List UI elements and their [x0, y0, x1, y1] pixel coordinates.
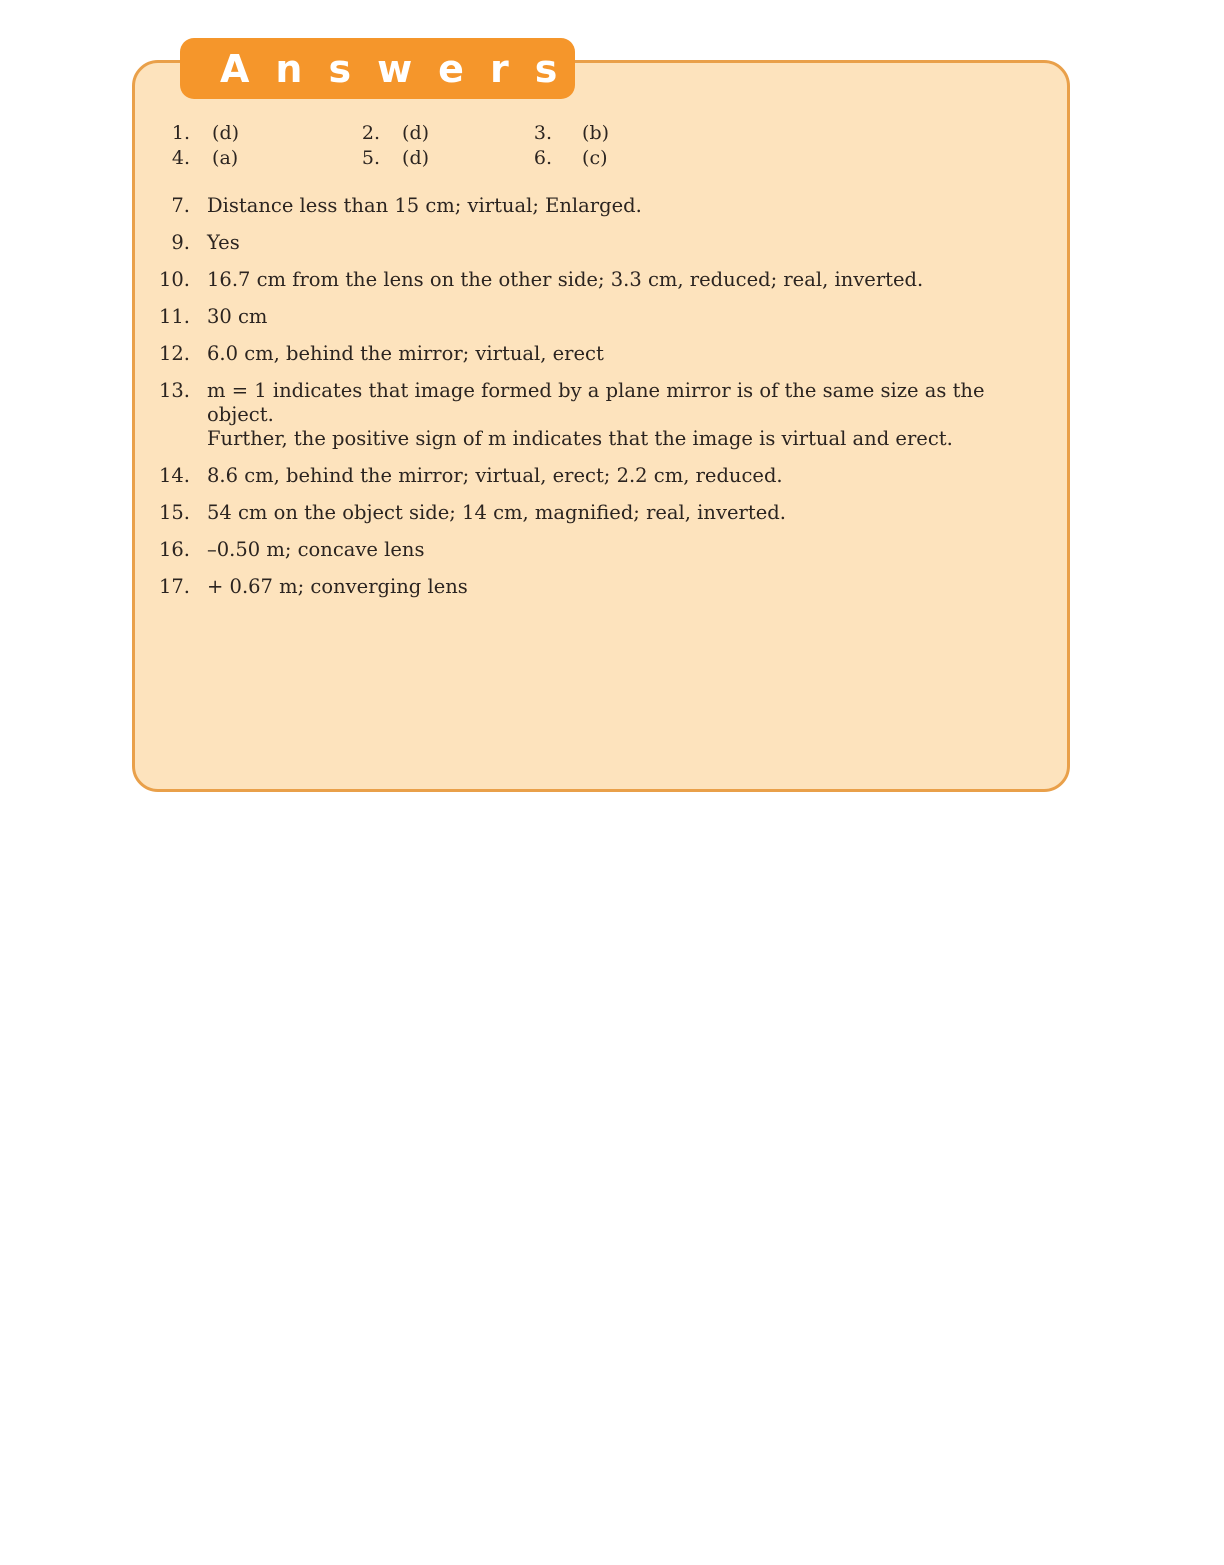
- mcq-item: [150, 147, 238, 169]
- answer-text: [190, 379, 1055, 451]
- answer-number: 14.: [158, 464, 190, 487]
- answer-text: [190, 342, 1055, 366]
- answer-text: [190, 268, 1055, 292]
- mcq-answer: (d): [212, 122, 240, 144]
- mcq-answer: (a): [212, 147, 239, 169]
- answer-number: 7.: [171, 194, 190, 217]
- answer-line: 8.6 cm, behind the mirror; virtual, erect; 2.2 cm, reduced.: [207, 464, 783, 487]
- answer-line: + 0.67 m; converging lens: [207, 575, 468, 598]
- answer-item: [150, 501, 1055, 525]
- answer-item: [150, 575, 1055, 599]
- answer-text: [190, 575, 1055, 599]
- answer-list: [150, 194, 1055, 612]
- answer-number: 16.: [158, 538, 190, 561]
- mcq-number: 6.: [533, 147, 552, 169]
- answer-number: 13.: [158, 379, 190, 402]
- answer-number: 12.: [158, 342, 190, 365]
- mcq-answer: (b): [582, 122, 610, 144]
- mcq-answer: (d): [402, 147, 430, 169]
- answer-line: 16.7 cm from the lens on the other side; 3.3 cm, reduced; real, inverted.: [207, 268, 924, 291]
- mcq-item: [150, 122, 239, 144]
- answer-line: Distance less than 15 cm; virtual; Enlarged.: [207, 194, 642, 217]
- answer-item: [150, 231, 1055, 255]
- answer-text: [190, 231, 1055, 255]
- answers-title: Answers: [220, 46, 584, 91]
- mcq-answer: (c): [582, 147, 608, 169]
- mcq-number: 5.: [361, 147, 380, 169]
- mcq-number: 1.: [171, 122, 190, 144]
- mcq-number: 2.: [361, 122, 380, 144]
- mcq-item: [510, 122, 609, 144]
- answer-line: 54 cm on the object side; 14 cm, magnified; real, inverted.: [207, 501, 786, 524]
- mcq-item: [340, 147, 429, 169]
- answer-line: 30 cm: [207, 305, 268, 328]
- answer-line: 6.0 cm, behind the mirror; virtual, erect: [207, 342, 604, 365]
- mcq-item: [510, 147, 608, 169]
- answer-text: [190, 305, 1055, 329]
- answer-line: m = 1 indicates that image formed by a plane mirror is of the same size as the object.: [207, 379, 985, 426]
- answer-text: [190, 194, 1055, 218]
- answer-line: Further, the positive sign of m indicates that the image is virtual and erect.: [207, 427, 953, 450]
- mcq-item: [340, 122, 429, 144]
- answer-line: Yes: [207, 231, 240, 254]
- answer-line: –0.50 m; concave lens: [207, 538, 425, 561]
- answer-item: [150, 268, 1055, 292]
- answer-number: 17.: [158, 575, 190, 598]
- answer-number: 15.: [158, 501, 190, 524]
- answer-item: [150, 464, 1055, 488]
- answer-number: 10.: [158, 268, 190, 291]
- mcq-number: 4.: [171, 147, 190, 169]
- answer-text: [190, 538, 1055, 562]
- mcq-answer: (d): [402, 122, 430, 144]
- answer-item: [150, 194, 1055, 218]
- answer-item: [150, 538, 1055, 562]
- answer-number: 11.: [158, 305, 190, 328]
- answer-item: [150, 379, 1055, 451]
- answer-number: 9.: [171, 231, 190, 254]
- answer-item: [150, 305, 1055, 329]
- mcq-number: 3.: [533, 122, 552, 144]
- answer-text: [190, 501, 1055, 525]
- answers-title-tab: [180, 38, 584, 99]
- answer-item: [150, 342, 1055, 366]
- answer-text: [190, 464, 1055, 488]
